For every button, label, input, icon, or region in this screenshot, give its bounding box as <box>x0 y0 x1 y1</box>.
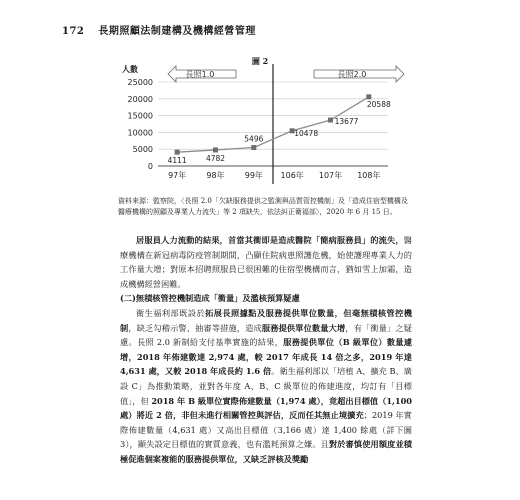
arrow-changzhao2 <box>314 66 404 82</box>
p2-seg-d: 服務提供單位數量大增 <box>261 322 346 333</box>
p2-seg-e: ，有「衝量」之疑慮。長照 2.0 新制給支付基準實施的結果， <box>120 322 412 348</box>
data-point <box>175 150 180 155</box>
x-tick-label: 97年 <box>168 171 187 180</box>
p2-seg-a: 衛生福利部既設於 <box>136 307 206 318</box>
data-label: 4111 <box>167 156 187 166</box>
data-label: 20588 <box>366 99 391 109</box>
p2-seg-c: ，缺乏勾稽示警、抽審等措施，造成 <box>128 322 262 333</box>
arrow-changzhao1-label: 長照1.0 <box>185 70 215 79</box>
x-tick-label: 99年 <box>244 171 263 180</box>
p2-seg-h: 2018 年 B 級單位實際佈建數量（1,974 處），竟超出目標值（1,100 處）將近 2 倍，非但未進行相關管控與評估，反而任其無止境擴充 <box>120 395 412 421</box>
y-tick-label: 0 <box>147 162 153 171</box>
y-tick-label: 5000 <box>132 145 153 155</box>
p1-bold: 居服員人力流動的結果，首當其衝即是造成醫院「簡病服務員」的流失， <box>136 235 404 245</box>
x-tick-label: 98年 <box>206 171 225 180</box>
paragraph-2 <box>120 306 412 467</box>
chart-series <box>168 94 391 165</box>
figure-source-note: 資料來源：監察院，〈長照 2.0「欠缺服務提供之監測與品質管控機制」及「造成住宿型機構及醫療機構的照顧及專業人力流失」等 2 項缺失，依法糾正衛福部〉，2020 年 6 月 15 日。 <box>118 197 408 216</box>
body-text <box>120 233 412 467</box>
data-point <box>366 94 371 99</box>
y-axis-label: 人數 <box>122 65 138 74</box>
p1-text: 醫療機構在新冠病毒防疫管制期間，凸顯住院病患照護危機，始使護理專業人力的工作量大增；對原本招聘照服員已很困難的住宿型機構而言，猶如雪上加霜，造成機構經營困難。 <box>120 235 412 289</box>
data-label: 13677 <box>334 117 359 127</box>
x-tick-label: 108年 <box>357 171 381 180</box>
data-label: 5496 <box>244 134 264 144</box>
p2-seg-j: 對於審慎使用額度並積極促進個案複能的服務提供單位，又缺乏評核及獎勵 <box>120 439 412 464</box>
figure-title: 圖 2 <box>251 56 269 66</box>
arrow-changzhao2-label: 長照2.0 <box>337 70 367 79</box>
data-point <box>328 118 333 123</box>
data-label: 10478 <box>294 128 319 138</box>
x-tick-label: 106年 <box>280 171 304 180</box>
p2-seg-b: 拓展長照據點及服務提供單位數量，但毫無積核管控機制 <box>120 307 412 333</box>
y-tick-label: 25000 <box>127 78 153 87</box>
p2-seg-g: 。衛生福利部以「培植 A、擴充 B、廣設 C」為推動策略，並對各年度 A、B、C 級單位的佈建進度，均訂有「目標值」，但 <box>120 366 412 406</box>
y-tick-label: 20000 <box>127 94 153 104</box>
y-tick-label: 10000 <box>127 128 153 138</box>
data-point <box>213 147 218 152</box>
section-heading: (二)無積核管控機制造成「衝量」及濫核預算疑慮 <box>120 293 300 304</box>
running-title: 長期照顧法制建構及機構經營管理 <box>98 26 256 37</box>
page-number: 172 <box>62 26 85 37</box>
y-tick-label: 15000 <box>127 111 153 121</box>
paragraph-1 <box>120 233 412 291</box>
p2-seg-i: ；2019 年實際佈建數量（4,631 處）又高出目標值（3,166 處）達 1,400 餘處（詳下圖 3），顯失設定目標值的實質意義，也有濫耗預算之嫌。且 <box>120 410 412 450</box>
x-tick-label: 107年 <box>318 171 343 180</box>
p2-seg-f: 服務提供單位（B 級單位）數量遽增，2018 年佈建數達 2,974 處，較 2017 年成長 14 倍之多，2019 年達 4,631 處，又較 2018 年成長約 1.6 倍 <box>120 337 412 377</box>
data-point <box>251 145 256 150</box>
data-label: 4782 <box>205 153 226 163</box>
line-chart <box>0 0 520 200</box>
arrow-changzhao1 <box>168 66 236 82</box>
